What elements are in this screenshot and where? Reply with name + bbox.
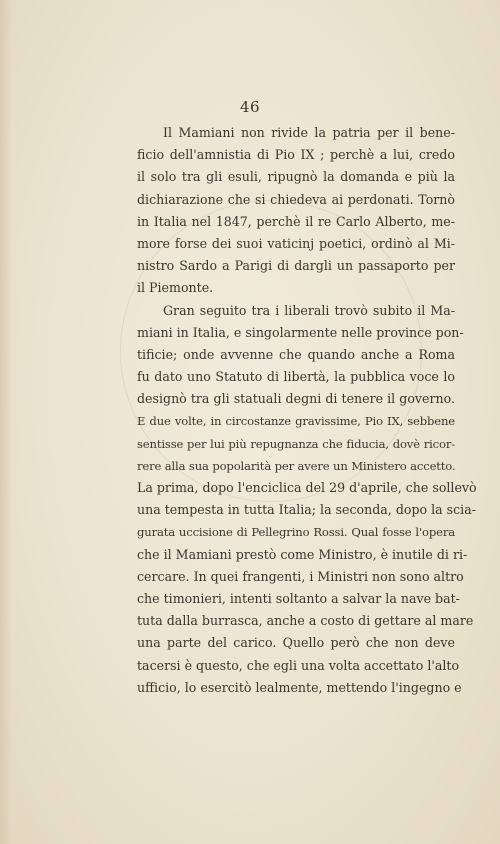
text-line: La prima, dopo l'enciclica del 29 d'aprile, che sollevò (137, 480, 477, 495)
page-gutter-shadow (0, 0, 12, 844)
text-line: E due volte, in circostanze gravissime, Pio IX, sebbene (137, 414, 455, 429)
text-line: rere alla sua popolarità per avere un Ministero accetto. (137, 458, 456, 473)
text-line: more forse dei suoi vaticinj poetici, ordinò al Mi- (137, 235, 455, 251)
text-line: nistro Sardo a Parigi di dargli un passaporto per (137, 258, 455, 274)
text-line: una parte del carico. Quello però che non deve (137, 635, 455, 651)
text-line: dichiarazione che si chiedeva ai perdonati. Tornò (137, 191, 455, 207)
text-line: una tempesta in tutta Italia; la seconda, dopo la scia- (137, 502, 476, 518)
text-line: tificie; onde avvenne che quando anche a Roma (137, 346, 455, 362)
text-line: il solo tra gli esuli, ripugnò la domanda e più la (137, 169, 455, 185)
text-line: Il Mamiani non rivide la patria per il bene- (163, 125, 455, 140)
text-line: cercare. In quei frangenti, i Ministri non sono altro (137, 568, 464, 584)
body-text (137, 122, 477, 699)
text-line: designò tra gli statuali degni di tenere il governo. (137, 391, 455, 407)
page-number: 46 (239, 98, 261, 116)
text-line: fu dato uno Statuto di libertà, la pubblica voce lo (137, 369, 455, 385)
text-line: Gran seguito tra i liberali trovò subito il Ma- (163, 302, 455, 318)
text-line: tacersi è questo, che egli una volta accettato l'alto (137, 657, 460, 673)
text-line: il Piemonte. (137, 280, 214, 296)
text-line: tuta dalla burrasca, anche a costo di gettare al mare (137, 613, 474, 629)
text-line: sentisse per lui più repugnanza che fiducia, dovè ricor- (137, 436, 455, 451)
text-line: miani in Italia, e singolarmente nelle province pon- (137, 324, 464, 340)
text-line: gurata uccisione di Pellegrino Rossi. Qual fosse l'opera (137, 525, 455, 540)
text-line: ficio dell'amnistia di Pio IX ; perchè a lui, credo (137, 147, 455, 163)
text-line: ufficio, lo esercitò lealmente, mettendo l'ingegno e (137, 679, 462, 695)
text-line: che il Mamiani prestò come Ministro, è inutile di ri- (137, 546, 468, 562)
text-line: in Italia nel 1847, perchè il re Carlo Alberto, me- (137, 213, 455, 229)
text-line: che timonieri, intenti soltanto a salvar la nave bat- (137, 590, 460, 606)
